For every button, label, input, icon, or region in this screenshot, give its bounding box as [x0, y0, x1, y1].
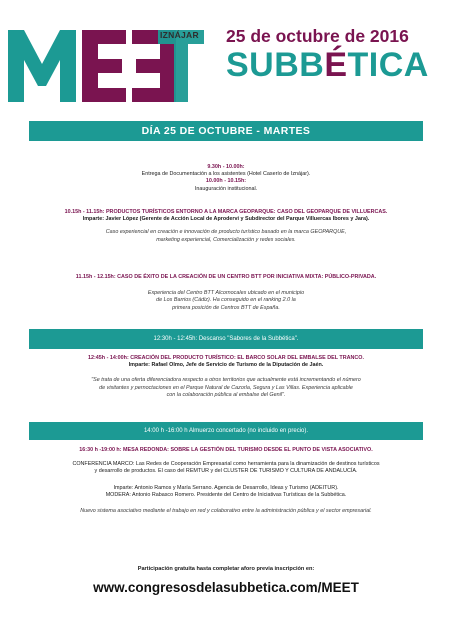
- break-band: 12:30h - 12:45h: Descanso "Sabores de la Subbética".: [29, 329, 423, 349]
- logo-letter-m: [8, 30, 76, 102]
- brand-title: SUBBÉTICA: [226, 46, 429, 84]
- logo-tag: IZNÁJAR: [160, 30, 199, 40]
- registration-url[interactable]: www.congresosdelasubbetica.com/MEET: [93, 580, 359, 595]
- day-bar: DÍA 25 DE OCTUBRE - MARTES: [29, 121, 423, 141]
- logo-letter-e1: [82, 30, 126, 102]
- lunch-band: 14:00 h -16:00 h Almuerzo concertado (no incluido en precio).: [29, 422, 423, 440]
- participation-note: Participación gratuita hasta completar aforo previa inscripción en:: [137, 566, 315, 572]
- session-registration: 9.30h - 10.00h: Entrega de Documentación a los asistentes (Hotel Caserío de Iznájar). 10.00h - 10.15h: Inauguración institucional.: [141, 164, 311, 192]
- session-barco-solar: 12:45h - 14:00h: CREACIÓN DEL PRODUCTO TURÍSTICO: EL BARCO SOLAR DEL EMBALSE DEL TRANCO. Imparte: Rafael Olmo, Jefe de Servicio de Turismo de la Diputación de Jaén. "Se trata de una oferta diferenciadora respecto a otros territorios que actualmente está incrementando el número de visitantes y pernoctaciones en el Parque Natural de Cazorla, Segura y Las Villas. Experiencia aplicable con la colaboración pública al embalse del Genil".: [88, 355, 364, 398]
- session-btt: 11.15h - 12.15h: CASO DE ÉXITO DE LA CREACIÓN DE UN CENTRO BTT POR INICIATIVA MIXTA: PÚBLICO-PRIVADA. Experiencia del Centro BTT Alcornocales ubicado en el municipio de Los Barrios (Cádiz). Ha conseguido en el ranking 2.0 la primera posición de Centros BTT de España.: [75, 274, 377, 311]
- session-mesa-redonda: 16:30 h -19:00 h: MESA REDONDA: SOBRE LA GESTIÓN DEL TURISMO DESDE EL PUNTO DE VISTA ASOCIATIVO. CONFERENCIA MARCO: Las Redes de Cooperación Empresarial como herramienta para la dinamización de destinos turísticos y desarrollo de productos. El caso del REMTUR y del CLUSTER DE TURISMO Y CULTURA DE ANDALUCÍA. Imparte: Antonio Ramos y María Serrano. Agencia de Desarrollo, Ideas y Turismo (ADEITUR). MODERA: Antonio Rabasco Romero. Presidente del Centro de Iniciativas Turísticas de la Subbética. Nuevo sistema asociativo mediante el trabajo en red y colaborativo entre la administración pública y el sector empresarial.: [72, 447, 380, 515]
- header: [0, 0, 452, 118]
- event-date: 25 de octubre de 2016: [226, 26, 409, 46]
- meet-logo: [8, 30, 204, 102]
- session-geoparque: 10.15h - 11.15h: PRODUCTOS TURÍSTICOS ENTORNO A LA MARCA GEOPARQUE: CASO DEL GEOPARQUE DE VILLUERCAS. Imparte: Javier López (Gerente de Acción Local de Aprodervi y Subdirector del Parque Villuercas Ibores y Jara). Caso experiencial en creación e innovación de producto turístico basado en la marca GEOPARQUE, marketing experiencial, Comercialización y redes sociales.: [64, 209, 388, 243]
